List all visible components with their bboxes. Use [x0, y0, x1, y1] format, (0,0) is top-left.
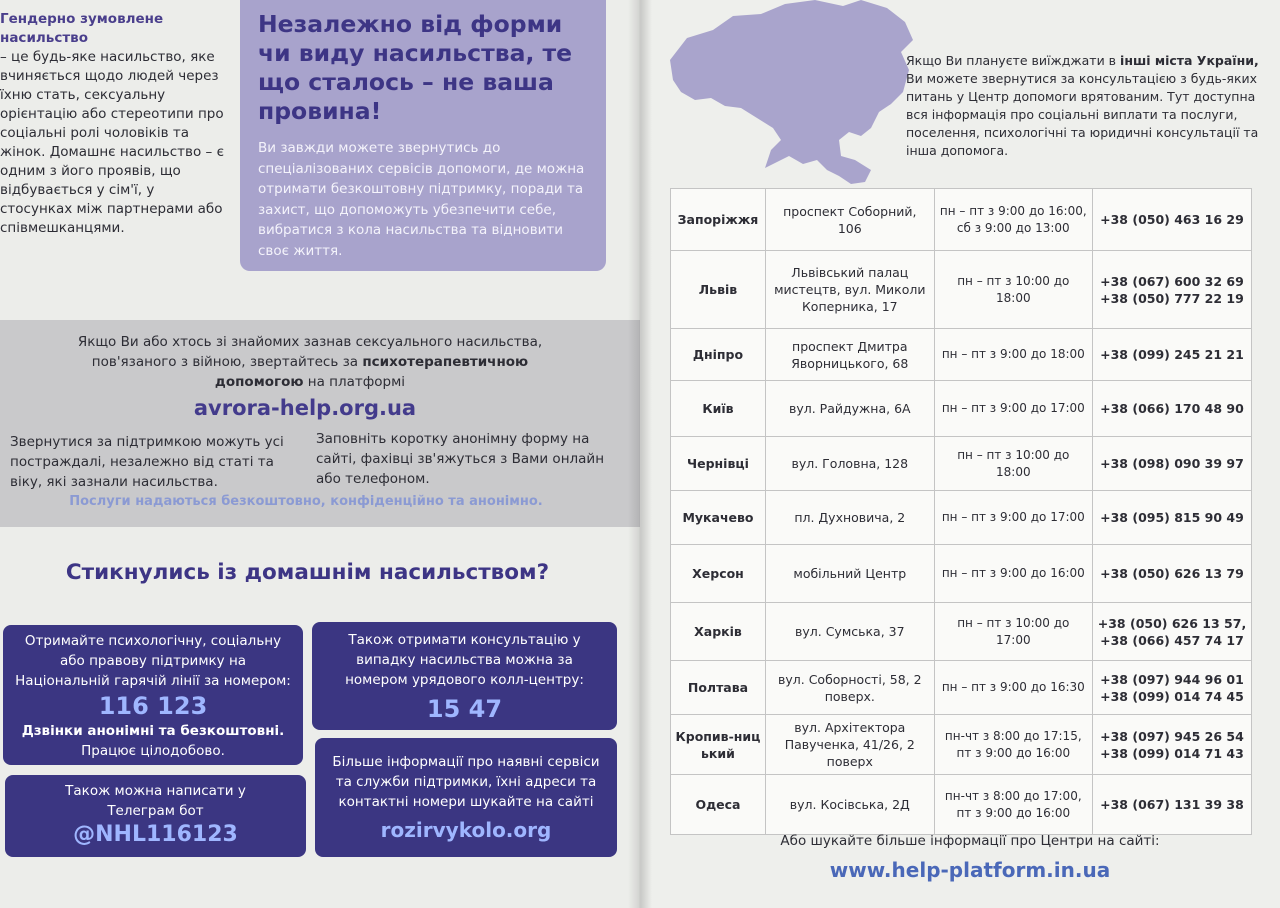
- center-city: Херсон: [671, 545, 766, 603]
- table-row: [671, 491, 1252, 545]
- hotline-free-text: Дзвінки анонімні та безкоштовні.: [21, 723, 285, 739]
- center-city: Львів: [671, 251, 766, 329]
- center-hours: пн – пт з 9:00 до 17:00: [934, 381, 1092, 437]
- telegram-box: [5, 775, 306, 857]
- center-address: вул. Соборності, 58, 2 поверх.: [765, 661, 934, 715]
- center-phone[interactable]: [1092, 329, 1251, 381]
- phone-number[interactable]: +38 (099) 014 74 45: [1100, 688, 1244, 704]
- center-phone[interactable]: [1092, 189, 1251, 251]
- center-city: Київ: [671, 381, 766, 437]
- center-address: Львівський палац мистецтв, вул. Миколи Коперника, 17: [765, 251, 934, 329]
- table-row: [671, 437, 1252, 491]
- center-hours: пн – пт з 10:00 до 18:00: [934, 251, 1092, 329]
- center-city: Харків: [671, 603, 766, 661]
- avrora-intro-text: Якщо Ви або хтось зі знайомих зазнав сексуального насильства, пов'язаного з війною, звертайтесь за: [77, 334, 543, 370]
- center-hours: пн – пт з 10:00 до 17:00: [934, 603, 1092, 661]
- definition-text: – це будь-яке насильство, яке вчиняється щодо людей через їхню стать, сексуальну орієнтацію або стереотипи про соціальні ролі чоловіків та жінок. Домашнє насильство – є одним з його проявів, що відбувається у сім'ї, у стосунках між партнерами або співмешканцями.: [0, 49, 225, 236]
- center-city: Чернівці: [671, 437, 766, 491]
- hotline-box: [3, 625, 303, 765]
- center-address: вул. Сумська, 37: [765, 603, 934, 661]
- center-phone[interactable]: [1092, 715, 1251, 775]
- card-text: Ви завжди можете звернутись до спеціалізованих сервісів допомоги, де можна отримати безкоштовну підтримку, поради та захист, що допоможуть убезпечити себе, вибратися з кола насильства та відновити своє життя.: [258, 140, 585, 259]
- center-city: Одеса: [671, 775, 766, 835]
- center-hours: пн – пт з 9:00 до 16:00: [934, 545, 1092, 603]
- table-row: [671, 775, 1252, 835]
- center-city: Запоріжжя: [671, 189, 766, 251]
- telegram-text: Також можна написати у Телеграм бот: [65, 783, 246, 819]
- avrora-intro: [60, 332, 560, 392]
- definition-block: [0, 10, 225, 238]
- center-phone[interactable]: [1092, 661, 1251, 715]
- center-hours: пн – пт з 10:00 до 18:00: [934, 437, 1092, 491]
- center-address: вул. Райдужна, 6А: [765, 381, 934, 437]
- center-city: Кропив-ницький: [671, 715, 766, 775]
- center-address: пл. Духновича, 2: [765, 491, 934, 545]
- center-hours: пн – пт з 9:00 до 18:00: [934, 329, 1092, 381]
- page-fold: [628, 0, 652, 908]
- phone-number[interactable]: +38 (099) 014 71 43: [1100, 745, 1244, 761]
- center-city: Дніпро: [671, 329, 766, 381]
- center-address: проспект Дмитра Яворницького, 68: [765, 329, 934, 381]
- domestic-violence-title: Стикнулись із домашнім насильством?: [65, 560, 550, 585]
- travel-info-bold: інші міста України,: [1120, 53, 1259, 68]
- travel-info-rest: Ви можете звернутися за консультацією з будь-яких питань у Центр допомоги врятованим. Тут доступна вся інформація про соціальні виплати та послуги, поселення, психологічні та юридичні консультації та інша допомога.: [906, 71, 1259, 158]
- help-platform-link[interactable]: www.help-platform.in.ua: [829, 858, 1111, 882]
- table-row: [671, 329, 1252, 381]
- phone-number[interactable]: +38 (050) 463 16 29: [1100, 212, 1244, 227]
- center-city: Полтава: [671, 661, 766, 715]
- center-address: вул. Головна, 128: [765, 437, 934, 491]
- avrora-intro-end: на платформі: [307, 374, 406, 390]
- center-city: Мукачево: [671, 491, 766, 545]
- rozirvykolo-site-link[interactable]: rozirvykolo.org: [380, 818, 552, 842]
- table-row: [671, 381, 1252, 437]
- phone-number[interactable]: +38 (098) 090 39 97: [1100, 456, 1244, 471]
- table-row: [671, 189, 1252, 251]
- avrora-site-link[interactable]: avrora-help.org.ua: [193, 396, 417, 420]
- avrora-section: [0, 320, 640, 527]
- table-row: [671, 251, 1252, 329]
- phone-number[interactable]: +38 (099) 245 21 21: [1100, 347, 1244, 362]
- center-phone[interactable]: [1092, 381, 1251, 437]
- center-phone[interactable]: [1092, 251, 1251, 329]
- table-row: [671, 545, 1252, 603]
- travel-info-prefix: Якщо Ви плануєте виїжджати в: [906, 53, 1117, 68]
- table-row: [671, 661, 1252, 715]
- table-row: [671, 715, 1252, 775]
- center-phone[interactable]: [1092, 437, 1251, 491]
- center-hours: пн-чт з 8:00 до 17:00, пт з 9:00 до 16:00: [934, 775, 1092, 835]
- hotline-text: Отримайте психологічну, соціальну або правову підтримку на Національній гарячій лінії за номером:: [15, 633, 291, 689]
- gov-callcenter-number[interactable]: 15 47: [426, 695, 503, 723]
- hotline-hours-text: Працює цілодобово.: [81, 743, 225, 759]
- more-info-text: Більше інформації про наявні сервіси та служби підтримки, їхні адреси та контактні номери шукайте на сайті: [332, 754, 600, 810]
- center-phone[interactable]: [1092, 545, 1251, 603]
- travel-info-text: [906, 52, 1266, 160]
- avrora-note: Послуги надаються безкоштовно, конфіденційно та анонімно.: [69, 494, 543, 509]
- phone-number[interactable]: +38 (050) 626 13 79: [1100, 566, 1244, 581]
- table-row: [671, 603, 1252, 661]
- center-hours: пн – пт з 9:00 до 17:00: [934, 491, 1092, 545]
- more-info-box: [315, 738, 617, 857]
- phone-number[interactable]: +38 (066) 457 74 17: [1100, 632, 1244, 648]
- help-centers-table: [670, 188, 1252, 835]
- card-headline: Незалежно від форми чи виду насильства, те що сталось – не ваша провина!: [258, 10, 573, 125]
- telegram-handle[interactable]: @NHL116123: [73, 822, 238, 847]
- phone-number[interactable]: +38 (067) 600 32 69: [1100, 273, 1244, 289]
- phone-number[interactable]: +38 (095) 815 90 49: [1100, 510, 1244, 525]
- center-address: мобільний Центр: [765, 545, 934, 603]
- hotline-number[interactable]: 116 123: [98, 692, 208, 720]
- center-phone[interactable]: [1092, 775, 1251, 835]
- avrora-intro-bold: психотерапевтичною допомогою: [214, 354, 529, 390]
- center-address: вул. Архітектора Павученка, 41/26, 2 поверх: [765, 715, 934, 775]
- phone-number[interactable]: +38 (050) 777 22 19: [1100, 290, 1244, 306]
- center-phone[interactable]: [1092, 491, 1251, 545]
- ukraine-map-icon: [665, 0, 915, 185]
- definition-title: Гендерно зумовлене насильство: [0, 11, 164, 46]
- not-your-fault-card: [240, 0, 606, 271]
- phone-number[interactable]: +38 (097) 945 26 54: [1100, 728, 1244, 744]
- phone-number[interactable]: +38 (066) 170 48 90: [1100, 401, 1244, 416]
- gov-callcenter-box: [312, 622, 617, 730]
- phone-number[interactable]: +38 (097) 944 96 01: [1100, 671, 1244, 687]
- center-phone[interactable]: [1092, 603, 1251, 661]
- gov-callcenter-text: Також отримати консультацію у випадку насильства можна за номером урядового колл-центру:: [345, 632, 584, 688]
- center-address: вул. Косівська, 2Д: [765, 775, 934, 835]
- avrora-who-text: Звернутися за підтримкою можуть усі постраждалі, незалежно від статі та віку, які зазнали насильства.: [10, 434, 284, 490]
- center-address: проспект Соборний, 106: [765, 189, 934, 251]
- center-hours: пн-чт з 8:00 до 17:15, пт з 9:00 до 16:00: [934, 715, 1092, 775]
- avrora-form-text: Заповніть коротку анонімну форму на сайті, фахівці зв'яжуться з Вами онлайн або телефоном.: [316, 431, 605, 487]
- center-hours: пн – пт з 9:00 до 16:30: [934, 661, 1092, 715]
- center-hours: пн – пт з 9:00 до 16:00, сб з 9:00 до 13:00: [934, 189, 1092, 251]
- phone-number[interactable]: +38 (050) 626 13 57,: [1097, 615, 1247, 631]
- centers-more-info-text: Або шукайте більше інформації про Центри на сайті:: [780, 833, 1160, 849]
- phone-number[interactable]: +38 (067) 131 39 38: [1100, 797, 1244, 812]
